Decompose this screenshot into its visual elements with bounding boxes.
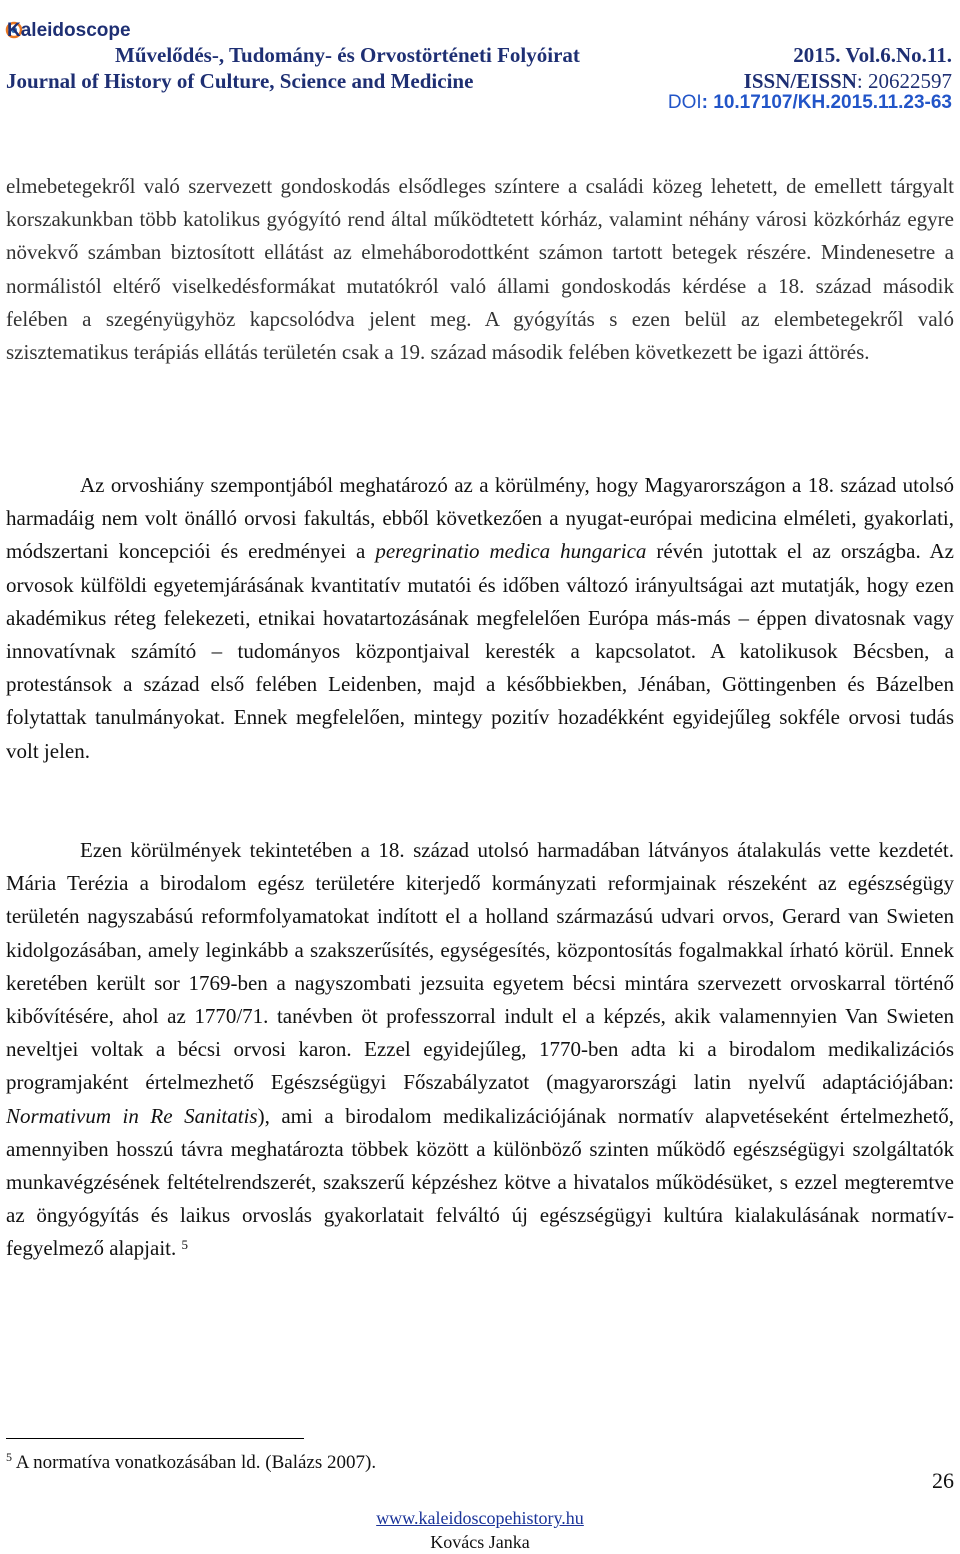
p2-text-a: Az orvoshiány szempontjából meghatározó az a körülmény, hogy Magyarországon a 18. század utolsó harmadáig nem volt önálló orvosi fakultás, ebből következően a nyugat-európai medicina elméleti, gyakorlati, módszertani koncepciói és eredményei a — [6, 473, 954, 564]
header-right — [744, 42, 952, 94]
footnote-reference[interactable]: 5 — [181, 1237, 188, 1253]
p1-text: elmebetegekről való szervezett gondoskodás elsődleges színtere a családi közeg lehetett, de emellett tárgyalt korszakunkban több katolikus gyógyító rend által működtetett kórház, valamint néhány városi közkórház egyre növekvő számban biztosított ellátást az elmeháborodottként számon tartott betegek részére. Mindenesetre a normálistól eltérő viselkedésformákat mutatókról való állami gondoskodás kérdése a 18. század második felében a szegényügyhöz kapcsolódva jelent meg. A gyógyítás s ezen belül az elembetegekről való szisztematikus terápiás ellátás területén csak a 19. század második felében következett be igazi áttörés. — [6, 174, 954, 365]
footnote-text: A normatíva vonatkozásában ld. (Balázs 2007). — [12, 1452, 377, 1473]
footnote-mark: 5 — [6, 1450, 12, 1464]
doi-value: : 10.17107/KH.2015.11.23-63 — [701, 92, 952, 113]
author-name: Kovács Janka — [430, 1532, 530, 1552]
journal-title-hu: Művelődés-, Tudomány- és Orvostörténeti Folyóirat — [115, 43, 580, 67]
issn-line — [744, 68, 952, 94]
p3-emphasis: Normativum in Re Sanitatis — [6, 1103, 258, 1128]
p2-emphasis: peregrinatio medica hungarica — [375, 539, 647, 564]
header-left — [6, 42, 580, 94]
logo-text: Kaleidoscope — [7, 20, 131, 41]
journal-title-en: Journal of History of Culture, Science and Medicine — [6, 69, 474, 93]
volume-info: 2015. Vol.6.No.11. — [793, 43, 952, 67]
p3-text-a: Ezen körülmények tekintetében a 18. század utolsó harmadában látványos átalakulás vette kezdetét. Mária Terézia a birodalom egész területére kiterjedő kormányzati reformjainak részeként az egészségügy területén nagyszabású reformfolyamatokat indított el a holland származású udvari orvos, Gerard van Swieten kidolgozásában, amely leginkább a szakszerűsítés, egységesítés, központosítás fogalmakkal írható körül. Ennek keretében került sor 1769-ben a nagyszombati jezsuita egyetem bécsi mintára szervezett orvoskarral történő kibővítésére, ahol az 1770/71. tanévben öt professzorral indult el a képzés, akik valamennyien Van Swieten neveltjei voltak a bécsi orvosi karon. Ezzel egyidejűleg, 1770-ben adta ki a birodalom medikalizációs programjaként értelmezhető Egészségügyi Főszabályzatot (magyarországi latin nyelvű adaptációjában: — [6, 838, 954, 1095]
website-link[interactable]: www.kaleidoscopehistory.hu — [376, 1508, 584, 1528]
issn-value: : 20622597 — [856, 69, 952, 93]
paragraph-2 — [6, 469, 954, 768]
issn-label: ISSN/EISSN — [743, 69, 857, 93]
page-number: 26 — [932, 1468, 954, 1493]
paragraph-3 — [6, 834, 954, 1266]
doi-line — [668, 92, 952, 114]
footnote-separator — [6, 1438, 304, 1439]
p2-text-b: révén jutottak el az országba. Az orvosok külföldi egyetemjárásának kvantitatív mutatói és időben változó irányultságai azt mutatják, hogy ezen akadémikus réteg felekezeti, etnikai hovatartozásának megfelelően Európa más-más – éppen divatosnak vagy innovatívnak számító – tudományos központjaival keresték a kapcsolatot. A katolikusok Bécsben, a protestánsok a század első felében Leidenben, majd a későbbiekben, Jénában, Göttingenben és Bázelben folytattak tanulmányokat. Ennek megfelelően, mintegy pozitív hozadékként egyidejűleg sokféle orvosi tudás volt jelen. — [6, 539, 954, 763]
page-footer — [0, 1506, 960, 1554]
p3-text-b: ), ami a birodalom medikalizációjának normatív alapvetéseként értelmezhető, amennyiben hosszú távra meghatározta többek között a különböző szinten működő egészségügyi szolgáltatók munkavégzésének feltételrendszerét, szakszerű képzéshez kötve a hivatalos működésüket, s ezzel megteremtve az öngyógyítás és laikus orvoslás gyakorlatait felváltó új egészségügyi kultúra kialakulásának normatív-fegyelmező alapjait. — [6, 1103, 954, 1261]
footnote — [6, 1452, 376, 1474]
doi-label: DOI — [667, 92, 702, 113]
paragraph-1 — [6, 170, 954, 369]
